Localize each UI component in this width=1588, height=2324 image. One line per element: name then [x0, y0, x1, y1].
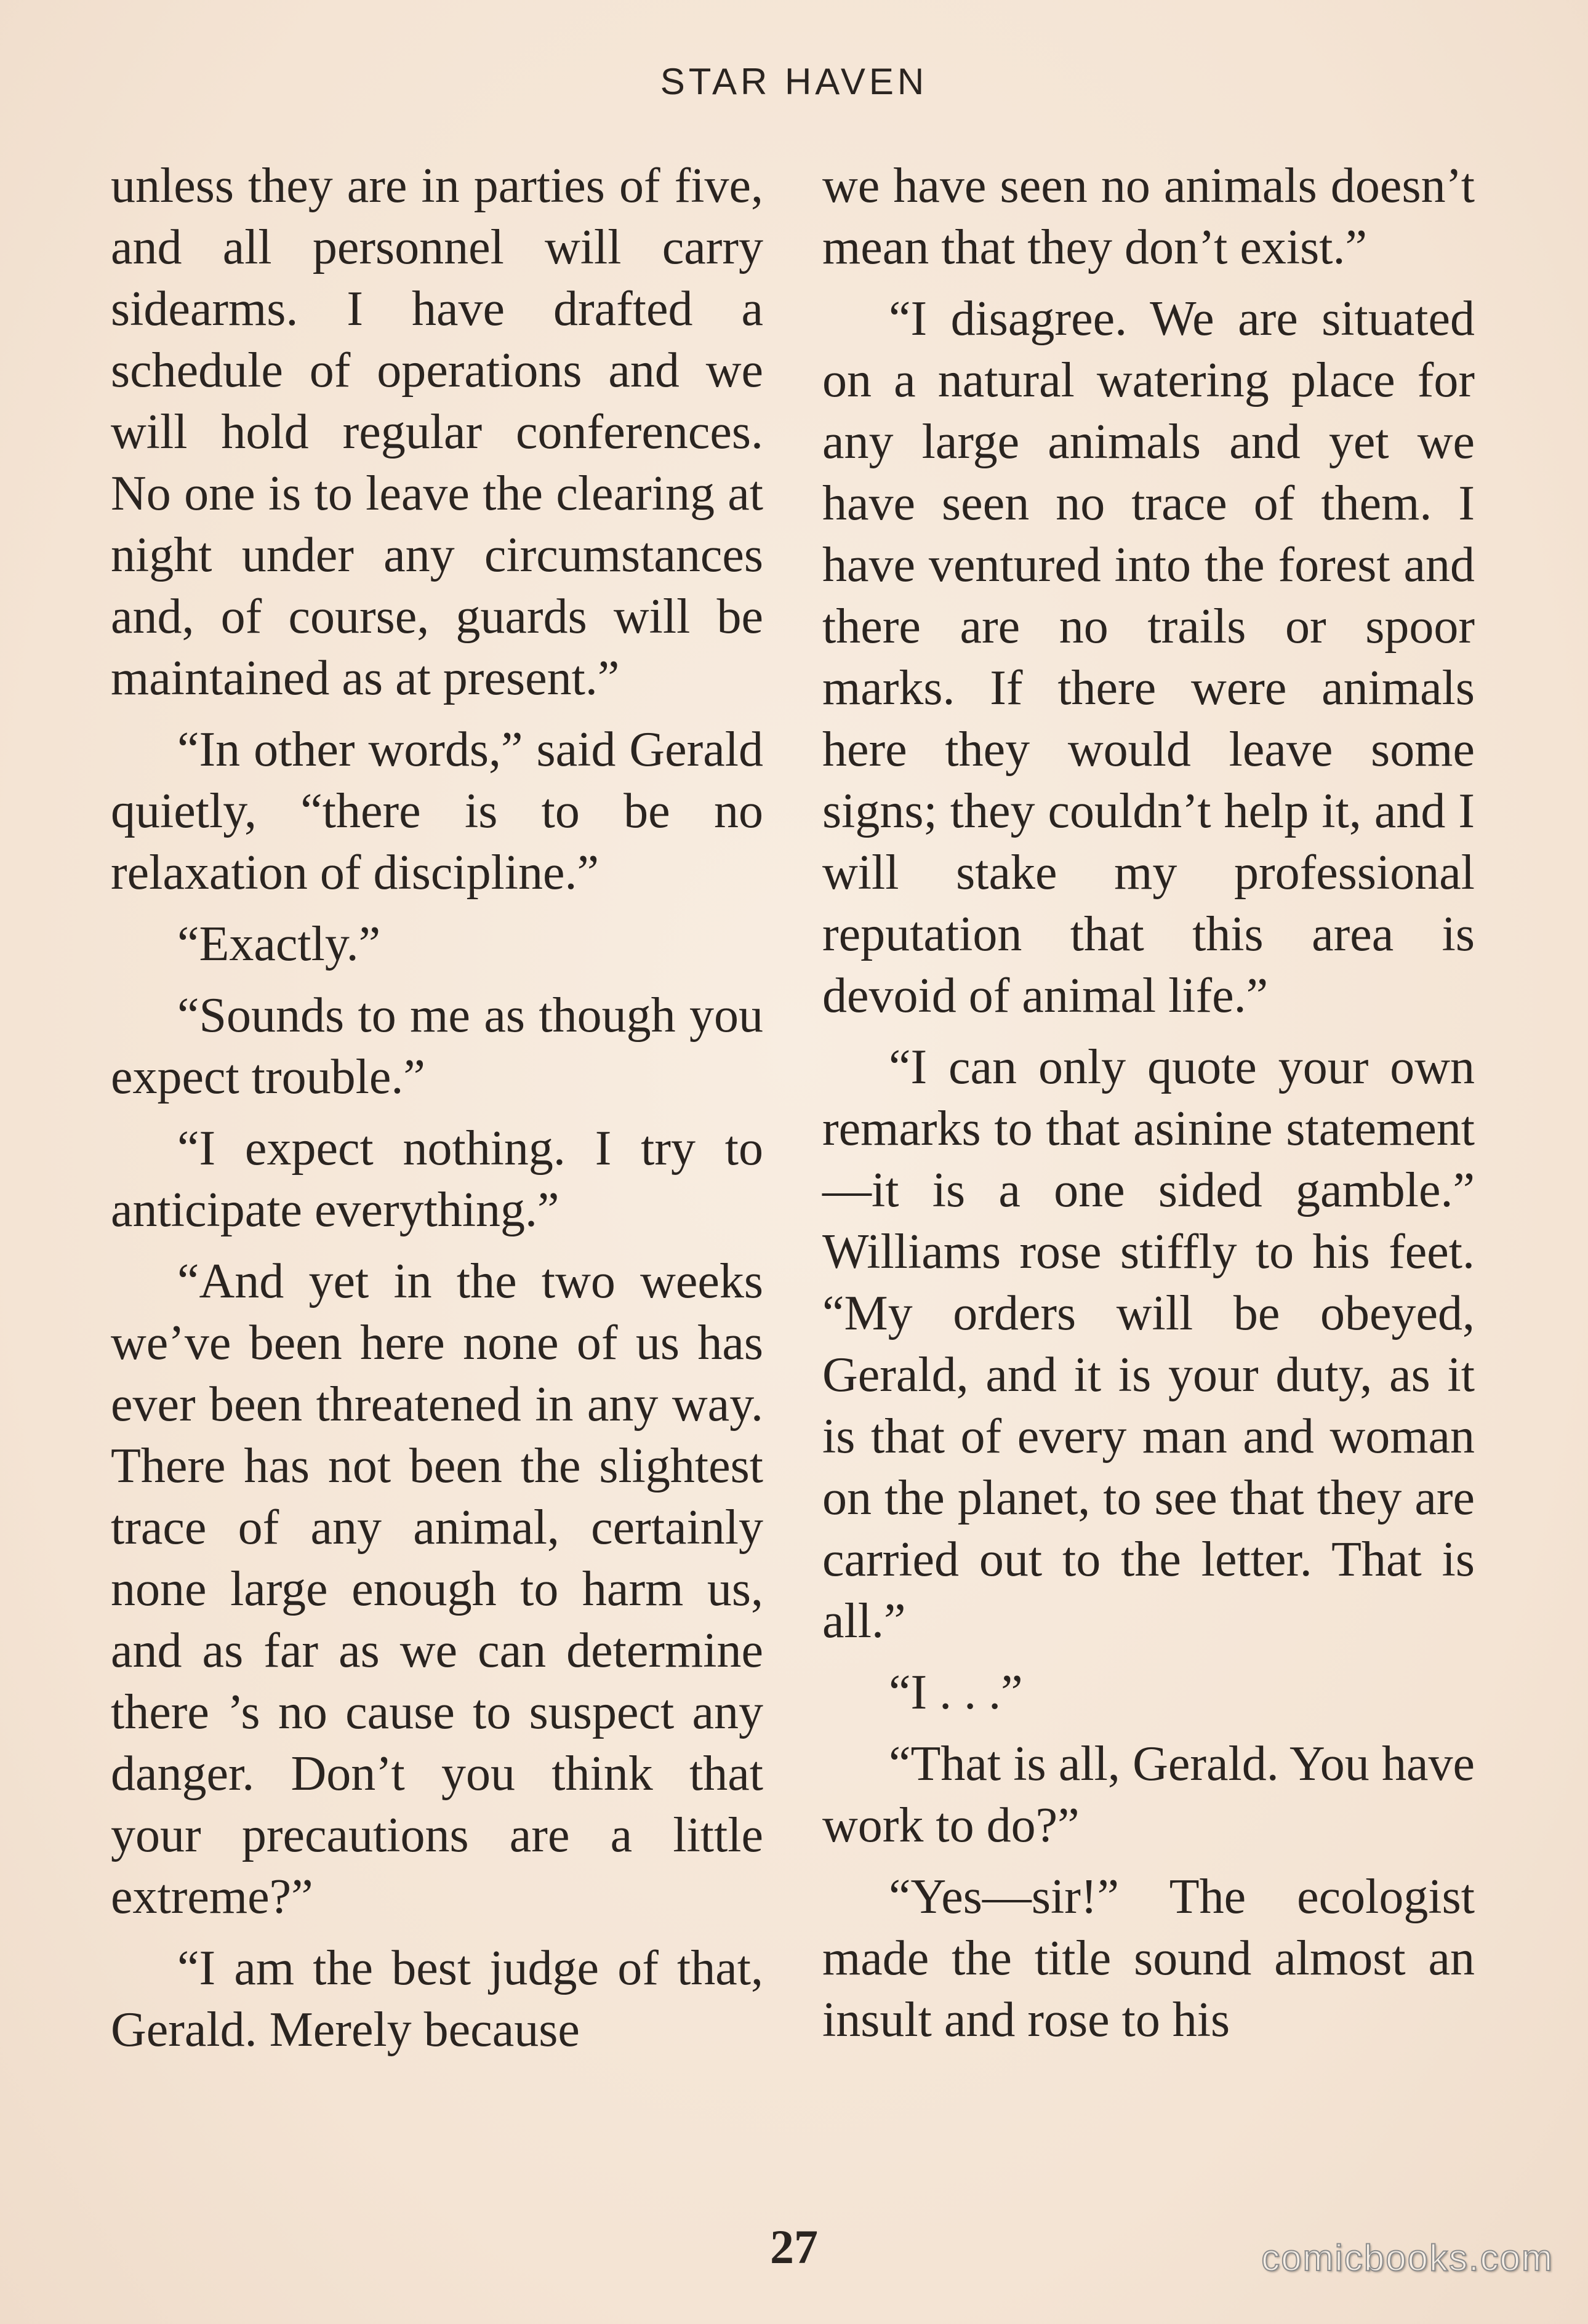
paragraph: “I . . .” — [889, 1665, 1023, 1720]
paragraph: “Sounds to me as though you expect trouble.” — [111, 988, 763, 1104]
paragraph: “I can only quote your own remarks to that asinine statement—it is a one sided gamble.” Williams rose stiffly to his feet. “My orders will be obeyed, Gerald, and it is your duty, as it is that of every man and woman on the planet, to see that they are carried out to the letter. That is all.” — [822, 1040, 1475, 1648]
paragraph: “I expect nothing. I try to anticipate everything.” — [111, 1121, 763, 1237]
running-head: STAR HAVEN — [660, 61, 928, 102]
paragraph: “And yet in the two weeks we’ve been here none of us has ever been threatened in any way. There has not been the slightest trace of any animal, certainly none large enough to harm us, and as far as we can determine there ’s no cause to suspect any danger. Don’t you think that your precautions are a little extreme?” — [111, 1254, 763, 1924]
watermark: comicbooks.com — [1261, 2237, 1554, 2278]
paragraph: “I disagree. We are situated on a natural watering place for any large animals and yet we have seen no trace of them. I have ventured into the forest and there are no trails or spoor marks. If there were animals here they would leave some signs; they couldn’t help it, and I will stake my professional reputation that this area is devoid of animal life.” — [822, 292, 1475, 1023]
left-column — [111, 155, 763, 2070]
paragraph: unless they are in parties of five, and all personnel will carry sidearms. I have drafted a schedule of operations and we will hold regular conferences. No one is to leave the clearing at night under any circumstances and, of course, guards will be maintained as at present.” — [111, 159, 763, 705]
paragraph: “In other words,” said Gerald quietly, “there is to be no relaxation of discipline.” — [111, 723, 763, 900]
right-column — [822, 155, 1475, 2061]
page-number: 27 — [770, 2220, 818, 2274]
paragraph: we have seen no animals doesn’t mean that they don’t exist.” — [822, 159, 1475, 274]
paragraph: “I am the best judge of that, Gerald. Merely because — [111, 1941, 763, 2057]
paragraph: “Yes—sir!” The ecologist made the title sound almost an insult and rose to his — [822, 1870, 1475, 2047]
paragraph: “That is all, Gerald. You have work to do?” — [822, 1737, 1475, 1853]
paragraph: “Exactly.” — [177, 917, 381, 971]
